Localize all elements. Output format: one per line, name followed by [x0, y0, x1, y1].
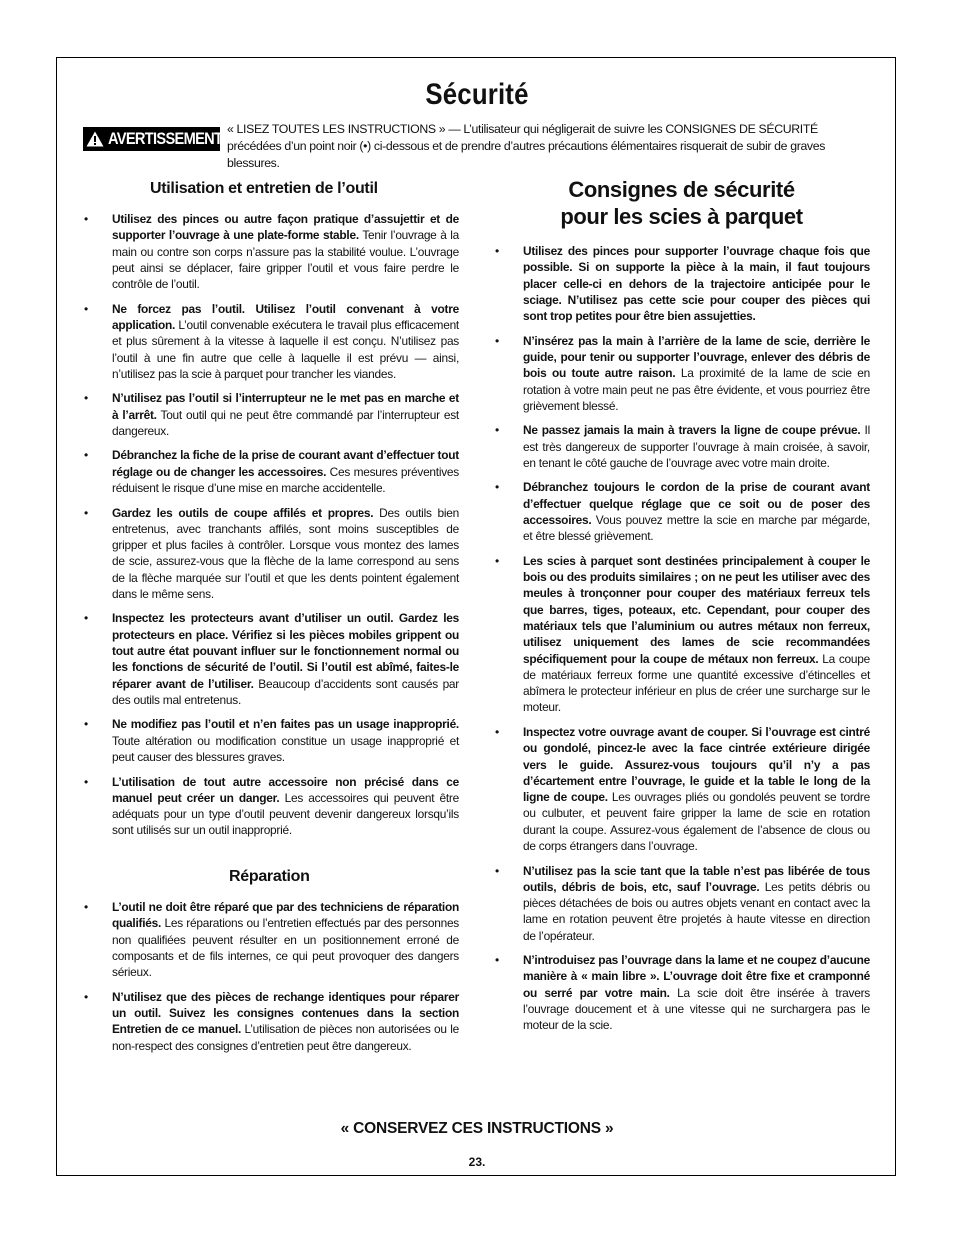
list-item — [493, 724, 870, 854]
item-bold-text: Ne forcez pas l’outil. Utilisez l’outil convenant à votre application. — [112, 301, 459, 332]
list-item — [82, 774, 459, 839]
list-item — [82, 447, 459, 496]
list-item — [82, 610, 459, 708]
item-bold-text: Ne passez jamais la main à travers la ligne de coupe prévue. — [523, 423, 861, 438]
list-item — [493, 553, 870, 716]
list-item — [82, 989, 459, 1054]
list-item — [82, 899, 459, 980]
list-item — [82, 301, 459, 382]
list-item — [82, 390, 459, 439]
item-text: Il est très dangereux de supporter l’ouvrage à main croisée, à savoir, en tenant le côté gauche de l’ouvrage avec votre main droite. — [523, 423, 870, 470]
item-text: Les accessoires qui peuvent être adéquats pour un type d’outil peuvent devenir dangereux lorsqu’ils sont utilisés sur un outil inapproprié. — [112, 790, 460, 838]
item-text: Ces mesures préventives réduisent le risque d’une mise en marche accidentelle. — [112, 464, 459, 496]
item-bold-text: N’utilisez que des pièces de rechange identiques pour réparer un outil. Suivez les consignes contenues dans la section Entretien de ce manuel. — [112, 989, 459, 1037]
item-bold-text: N’utilisez pas l’outil si l’interrupteur ne le met pas en marche et à l’arrêt. — [112, 391, 459, 422]
item-bold-text: Utilisez des pinces pour supporter l’ouvrage chaque fois que possible. Si on supporte la pièce à la main, il faut toujours placer celle-ci en dehors de la trajectoire anticipée pour le sciage. N’utilisez pas cette scie pour couper des pièces qui sont trop petites pour être bien assujetties. — [523, 244, 870, 324]
item-bold-text: N’introduisez pas l’ouvrage dans la lame et ne coupez d’aucune manière à « main libre ». L’ouvrage doit être fixe et cramponné ou serré par votre main. — [523, 953, 870, 1000]
item-text: Les petits débris ou pièces détachées de bois ou autres objets venant en contact avec la lame en rotation peuvent être projetés à haute vitesse en direction de l’opérateur. — [523, 879, 870, 943]
item-bold-text: Ne modifiez pas l’outil et n’en faites pas un usage inapproprié. — [112, 717, 459, 732]
section-heading-tool-use: Utilisation et entretien de l’outil — [150, 180, 378, 197]
item-text: L’outil convenable exécutera le travail plus efficacement et plus sûrement à la vitesse à laquelle il est conçu. N’utilisez pas l’outil à une fin autre que celle à laquelle il est prévu — ainsi, n’utilisez pas la scie à parquet pour trancher les viandes. — [112, 317, 459, 381]
item-text: Beaucoup d’accidents sont causés par des outils mal entretenus. — [112, 676, 459, 707]
saw-safety-list — [493, 243, 870, 1042]
list-item — [82, 716, 459, 765]
list-item — [493, 479, 870, 544]
list-item — [82, 505, 459, 603]
page-number: 23. — [468, 1155, 486, 1169]
item-text: Vous pouvez mettre la scie en marche par mégarde, et être blessé grièvement. — [523, 513, 870, 544]
warning-badge — [83, 127, 223, 151]
item-bold-text: N’insérez pas la main à l’arrière de la lame de scie, derrière le guide, pour tenir ou supporter l’ouvrage, enlever des débris de bois ou toute autre raison. — [523, 333, 870, 381]
item-bold-text: Inspectez votre ouvrage avant de couper. Si l’ouvrage est cintré ou gondolé, pincez-le avec la face cintrée extérieure dirigée vers le guide. Assurez-vous toujours qu’il n’y a pas d’écartement entre l’ouvrage, le guide et la table le long de la ligne de coupe. — [523, 724, 870, 805]
item-text: Les ouvrages pliés ou gondolés peuvent se tordre ou culbuter, et peuvent faire gripper la lame de scie en rotation durant la coupe. Assurez-vous également de l’absence de clous ou de corps étrangers dans l’ouvrage. — [523, 790, 870, 854]
heading-line-1: Consignes de sécurité — [568, 177, 795, 202]
item-text: Tout outil qui ne peut être commandé par l’interrupteur est dangereux. — [112, 407, 459, 438]
item-text: Les réparations ou l’entretien effectués par des personnes non qualifiées peuvent résulter en un positionnement erroné de composants et de fils internes, ce qui peut provoquer des dangers sérieux. — [112, 916, 459, 980]
item-text: La coupe de matériaux ferreux forme une quantité excessive d’étincelles et abîmera le protecteur inférieur en plus de créer une surcharge sur le moteur. — [523, 651, 870, 715]
intro-text: « LISEZ TOUTES LES INSTRUCTIONS » — L’utilisateur qui négligerait de suivre les CONSIGNES DE SÉCURITÉ précédées d’un point noir (•) ci-dessous et de prendre d’autres précautions élémentaires risquerait de subir de graves blessures. — [227, 122, 826, 170]
item-bold-text: L’utilisation de tout autre accessoire non précisé dans ce manuel peut créer un danger. — [112, 774, 459, 805]
list-item — [493, 863, 870, 944]
list-item — [493, 243, 870, 324]
item-bold-text: Débranchez la fiche de la prise de courant avant d’effectuer tout réglage ou de changer les accessoires. — [112, 448, 459, 479]
item-bold-text: Utilisez des pinces ou autre façon pratique d’assujettir et de supporter l’ouvrage à une plate-forme stable. — [112, 212, 459, 243]
repair-list — [82, 899, 459, 1062]
section-heading-repair: Réparation — [229, 868, 310, 885]
item-bold-text: Inspectez les protecteurs avant d’utiliser un outil. Gardez les protecteurs en place. Vérifiez si les pièces mobiles grippent ou tout autre état pouvant influer sur le fonctionnement normal ou les fonctions de sécurité de l’outil. Si l’outil est abîmé, faites-le réparer avant de l’utiliser. — [112, 611, 459, 691]
item-bold-text: N’utilisez pas la scie tant que la table n’est pas libérée de tous outils, débris de bois, etc, sauf l’ouvrage. — [523, 863, 870, 894]
item-text: Des outils bien entretenus, avec tranchants affilés, sont moins susceptibles de gripper et plus faciles à contrôler. Lorsque vous montez des lames de scie, assurez-vous que la flèche de la lame correspond au sens de la flèche marquée sur l’outil et que les dents pointent également dans le même sens. — [112, 505, 459, 601]
list-item — [493, 952, 870, 1033]
section-heading-saw-safety — [493, 176, 870, 230]
list-item — [493, 422, 870, 471]
item-bold-text: Débranchez toujours le cordon de la prise de courant avant d’effectuer quelque réglage que ce soit ou de poser des accessoires. — [523, 480, 870, 528]
item-text: La proximité de la lame de scie en rotation à votre main peut ne pas être évidente, et vous pourriez être grièvement blessé. — [523, 366, 870, 413]
footer-note: « CONSERVEZ CES INSTRUCTIONS » — [340, 1120, 614, 1137]
item-text: Tenir l’ouvrage à la main ou contre son corps n’assure pas la stabilité voulue. L’ouvrage peut ainsi se déplacer, faire gripper l’outil et vous faire perdre le contrôle de l’outil. — [112, 228, 459, 292]
warning-triangle-icon — [86, 131, 104, 147]
warning-label: AVERTISSEMENT — [108, 129, 223, 148]
item-bold-text: Les scies à parquet sont destinées principalement à couper le bois ou des produits similaires ; on ne peut les utiliser avec des meules à tronçonner pour couper des matériaux ferreux tels que barres, tiges, poteaux, etc. Cependant, pour couper des matériaux tels que l’aluminium ou autres métaux non ferreux, utilisez uniquement des lames de scie recommandées spécifiquement pour la coupe de métaux non ferreux. — [523, 553, 870, 666]
item-text: L’utilisation de pièces non autorisées ou le non-respect des consignes d’entretien peut être dangereux. — [112, 1022, 459, 1053]
item-text: La scie doit être insérée à travers l’ouvrage doucement et à une vitesse qui ne surchargera pas le moteur de la scie. — [523, 985, 870, 1033]
item-bold-text: Gardez les outils de coupe affilés et propres. — [112, 505, 374, 520]
page-title: Sécurité — [425, 78, 529, 111]
item-text: Toute altération ou modification constitue un usage inapproprié et peut causer des blessures graves. — [112, 733, 459, 765]
list-item — [82, 211, 459, 292]
item-bold-text: L’outil ne doit être réparé que par des techniciens de réparation qualifiés. — [112, 900, 459, 931]
list-item — [493, 333, 870, 414]
heading-line-2: pour les scies à parquet — [560, 204, 803, 229]
tool-use-list — [82, 211, 459, 847]
